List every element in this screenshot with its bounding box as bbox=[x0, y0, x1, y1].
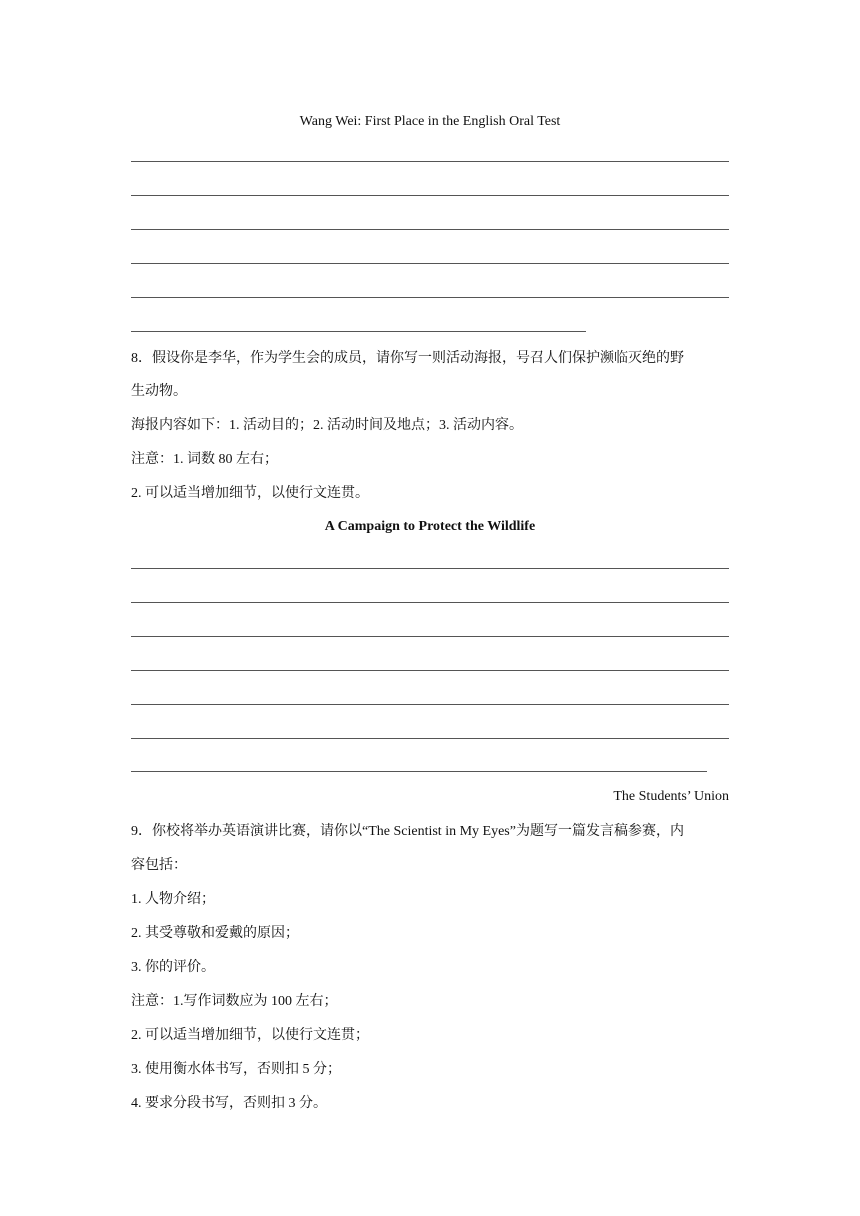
answer-line bbox=[131, 738, 729, 739]
answer-line bbox=[131, 161, 729, 162]
answer-line-short bbox=[131, 771, 707, 772]
q9-note3: 3. 使用衡水体书写，否则扣 5 分； bbox=[131, 1062, 341, 1077]
q9-item3: 3. 你的评价。 bbox=[131, 960, 215, 975]
answer-line bbox=[131, 263, 729, 264]
section1-title: Wang Wei: First Place in the English Oral Test bbox=[299, 114, 561, 129]
answer-line bbox=[131, 195, 729, 196]
q9-item2: 2. 其受尊敬和爱戴的原因； bbox=[131, 926, 299, 941]
q8-content: 海报内容如下：1. 活动目的；2. 活动时间及地点；3. 活动内容。 bbox=[131, 418, 523, 433]
q9-prompt-line1: 9．你校将举办英语演讲比赛，请你以“The Scientist in My Eyes”为题写一篇发言稿参赛，内 bbox=[131, 824, 684, 839]
answer-line bbox=[131, 568, 729, 569]
q9-prompt-line2: 容包括： bbox=[131, 858, 187, 873]
answer-line bbox=[131, 636, 729, 637]
answer-line bbox=[131, 297, 729, 298]
answer-line bbox=[131, 704, 729, 705]
q9-note1: 注意：1.写作词数应为 100 左右； bbox=[131, 994, 338, 1009]
q8-prompt-line2: 生动物。 bbox=[131, 384, 187, 399]
answer-line bbox=[131, 670, 729, 671]
q9-note2: 2. 可以适当增加细节，以使行文连贯； bbox=[131, 1028, 369, 1043]
q9-item1: 1. 人物介绍； bbox=[131, 892, 215, 907]
q9-note4: 4. 要求分段书写，否则扣 3 分。 bbox=[131, 1096, 327, 1111]
q8-note1: 注意：1. 词数 80 左右； bbox=[131, 452, 278, 467]
answer-line-short bbox=[131, 331, 586, 332]
q8-title: A Campaign to Protect the Wildlife bbox=[324, 519, 536, 534]
q8-prompt-line1: 8．假设你是李华，作为学生会的成员，请你写一则活动海报，号召人们保护濒临灭绝的野 bbox=[131, 351, 684, 366]
answer-line bbox=[131, 602, 729, 603]
q8-note2: 2. 可以适当增加细节，以使行文连贯。 bbox=[131, 486, 369, 501]
q8-signature: The Students’ Union bbox=[613, 789, 729, 804]
answer-line bbox=[131, 229, 729, 230]
